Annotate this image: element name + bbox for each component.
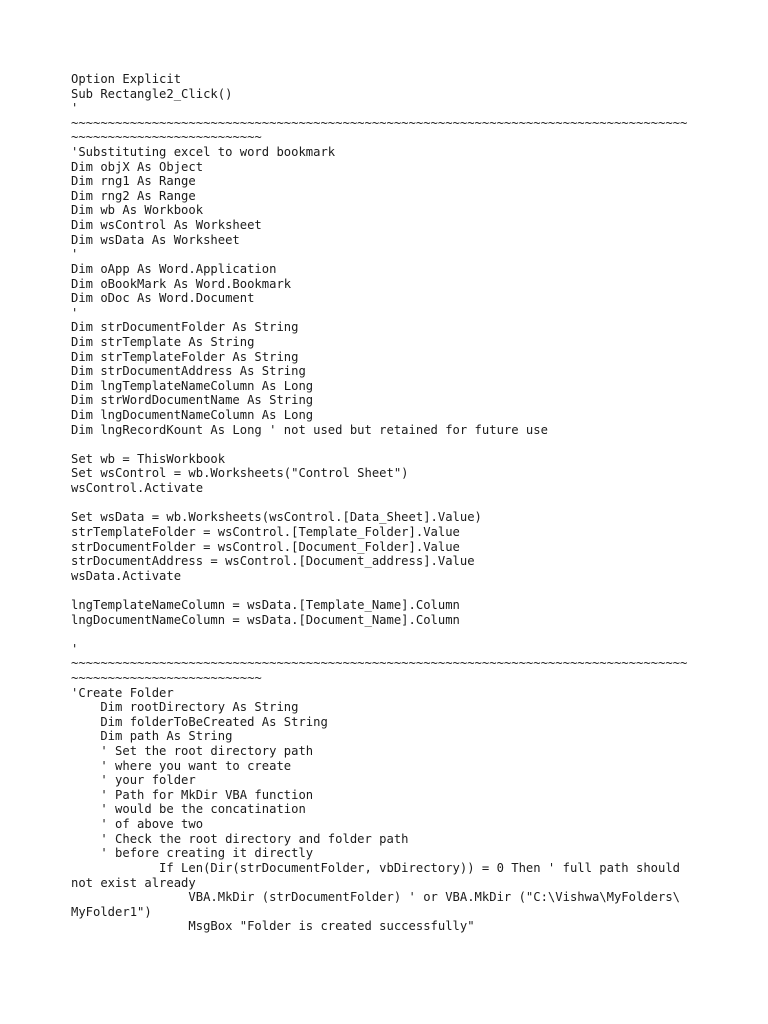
- code-line: [71, 437, 701, 452]
- code-line: ~~~~~~~~~~~~~~~~~~~~~~~~~~~~~~~~~~~~~~~~~~~~~~~~~~~~~~~~~~~~~~~~~~~~~~~~~~~~~~~~~~~~: [71, 115, 688, 130]
- code-line: Dim wsControl As Worksheet: [71, 218, 262, 233]
- code-line: strDocumentAddress = wsControl.[Document_address].Value: [71, 554, 475, 569]
- code-line: Dim rng2 As Range: [71, 188, 196, 203]
- code-line: lngTemplateNameColumn = wsData.[Template_Name].Column: [71, 597, 460, 612]
- code-line: Dim strDocumentFolder As String: [71, 320, 299, 335]
- code-line: not exist already: [71, 875, 196, 890]
- code-line: ': [71, 641, 79, 656]
- code-line: 'Substituting excel to word bookmark: [71, 145, 336, 160]
- code-line: ': [71, 305, 79, 320]
- code-line: Dim lngTemplateNameColumn As Long: [71, 378, 314, 393]
- code-line: Dim strTemplateFolder As String: [71, 349, 299, 364]
- code-line-wrap: ~~~~~~~~~~~~~~~~~~~~~~~~~~: [71, 670, 262, 685]
- code-listing: [71, 72, 701, 934]
- code-line: ' your folder: [71, 773, 196, 788]
- code-line: Dim strDocumentAddress As String: [71, 364, 306, 379]
- code-line: ' Set the root directory path: [71, 744, 314, 759]
- code-line: Dim path As String: [71, 729, 233, 744]
- code-line: Dim strTemplate As String: [71, 334, 255, 349]
- code-line: 'Create Folder: [71, 685, 174, 700]
- code-line: wsData.Activate: [71, 568, 182, 583]
- code-line: Dim wb As Workbook: [71, 203, 204, 218]
- code-line: Dim objX As Object: [71, 159, 204, 174]
- code-line: Dim oApp As Word.Application: [71, 261, 277, 276]
- code-line: ' Path for MkDir VBA function: [71, 787, 314, 802]
- code-line: MyFolder1"): [71, 904, 152, 919]
- code-line: Dim strWordDocumentName As String: [71, 393, 314, 408]
- code-line: Sub Rectangle2_Click(): [71, 86, 233, 101]
- code-line: wsControl.Activate: [71, 481, 204, 496]
- code-line: strDocumentFolder = wsControl.[Document_Folder].Value: [71, 539, 460, 554]
- code-line: VBA.MkDir (strDocumentFolder) ' or VBA.MkDir ("C:\Vishwa\MyFolders\: [71, 890, 681, 905]
- code-line: [71, 583, 701, 598]
- code-line: Set wsControl = wb.Worksheets("Control Sheet"): [71, 466, 409, 481]
- code-line: strTemplateFolder = wsControl.[Template_Folder].Value: [71, 524, 460, 539]
- code-line: Dim rng1 As Range: [71, 174, 196, 189]
- code-line: If Len(Dir(strDocumentFolder, vbDirectory)) = 0 Then ' full path should: [71, 860, 681, 875]
- code-line: ~~~~~~~~~~~~~~~~~~~~~~~~~~~~~~~~~~~~~~~~~~~~~~~~~~~~~~~~~~~~~~~~~~~~~~~~~~~~~~~~~~~~: [71, 656, 688, 671]
- code-line: Dim wsData As Worksheet: [71, 232, 240, 247]
- code-line: ': [71, 101, 79, 116]
- code-line: Dim rootDirectory As String: [71, 700, 299, 715]
- code-line: ' of above two: [71, 817, 204, 832]
- code-line: lngDocumentNameColumn = wsData.[Document_Name].Column: [71, 612, 460, 627]
- code-line: Dim lngDocumentNameColumn As Long: [71, 408, 314, 423]
- code-line: Option Explicit: [71, 72, 182, 86]
- code-line: ' before creating it directly: [71, 846, 314, 861]
- code-line: ': [71, 247, 79, 262]
- code-line: [71, 627, 701, 642]
- code-line: MsgBox "Folder is created successfully": [71, 919, 475, 934]
- code-line: Set wb = ThisWorkbook: [71, 451, 226, 466]
- code-line: ' would be the concatination: [71, 802, 306, 817]
- code-line: Set wsData = wb.Worksheets(wsControl.[Data_Sheet].Value): [71, 510, 482, 525]
- code-line: Dim oDoc As Word.Document: [71, 291, 255, 306]
- code-line: ' where you want to create: [71, 758, 292, 773]
- code-line: Dim lngRecordKount As Long ' not used but retained for future use: [71, 422, 548, 437]
- code-line-wrap: ~~~~~~~~~~~~~~~~~~~~~~~~~~: [71, 130, 262, 145]
- code-line: ' Check the root directory and folder path: [71, 831, 409, 846]
- code-line: Dim oBookMark As Word.Bookmark: [71, 276, 292, 291]
- code-line: Dim folderToBeCreated As String: [71, 714, 328, 729]
- code-line: [71, 496, 701, 511]
